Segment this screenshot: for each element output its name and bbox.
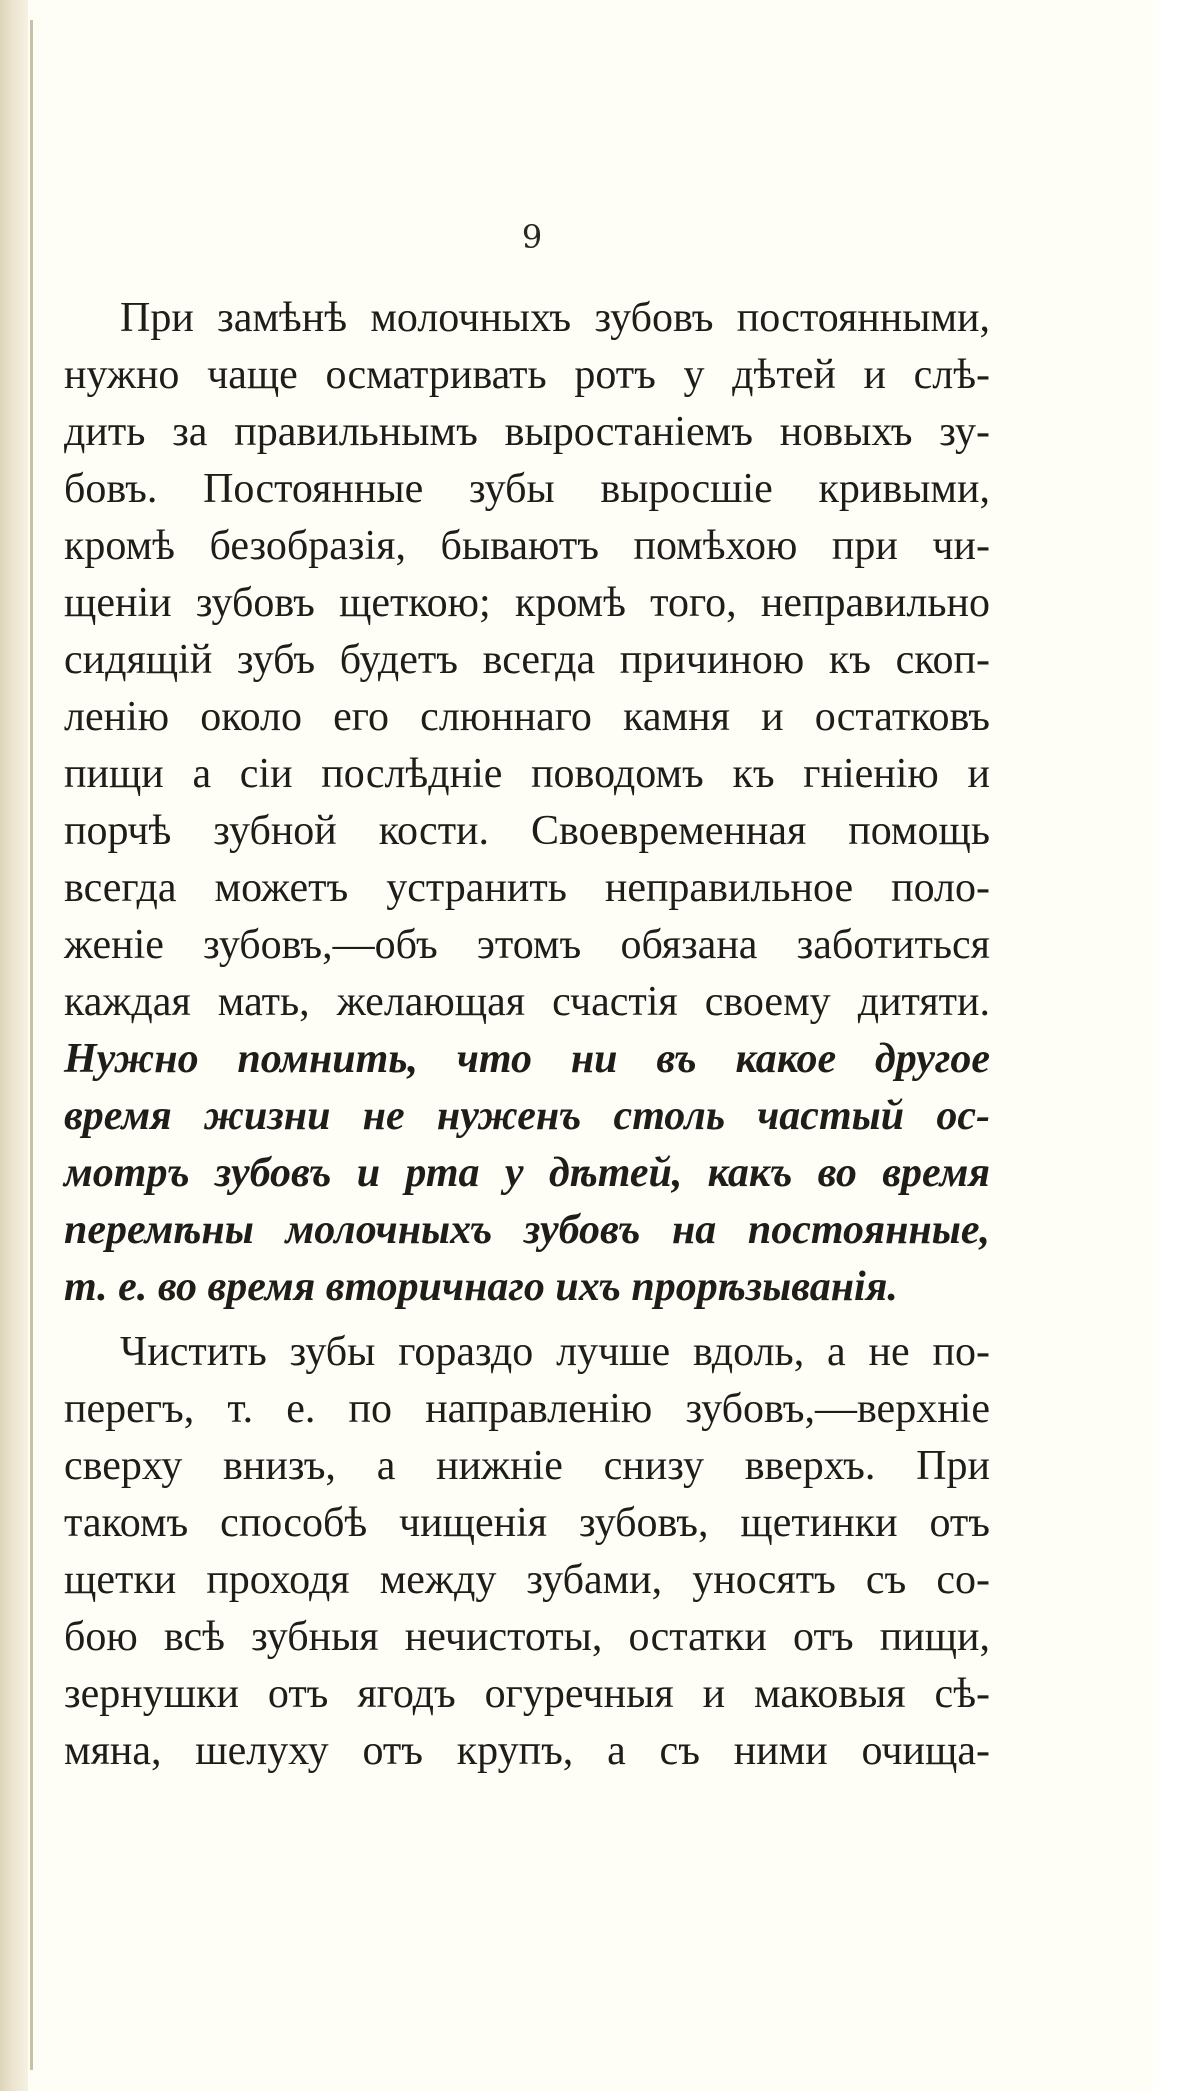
text-line: всегда можетъ устранить неправильное поло- bbox=[64, 865, 990, 911]
text-line: При замѣнѣ молочныхъ зубовъ постоянными, bbox=[120, 295, 990, 341]
text-line: сверху внизъ, а нижніе снизу вверхъ. При bbox=[64, 1443, 990, 1489]
text-line: щеніи зубовъ щеткою; кромѣ того, неправильно bbox=[64, 580, 990, 626]
text-line: зернушки отъ ягодъ огуречныя и маковыя сѣ- bbox=[64, 1671, 990, 1717]
text-line: ленію около его слюннаго камня и остатковъ bbox=[64, 694, 990, 740]
text-line: кромѣ безобразія, бываютъ помѣхою при чи- bbox=[64, 523, 990, 569]
text-line: мяна, шелуху отъ крупъ, а съ ними очища- bbox=[64, 1728, 990, 1774]
text-line: нужно чаще осматривать ротъ у дѣтей и слѣ- bbox=[64, 352, 990, 398]
text-line: женіе зубовъ,—объ этомъ обязана заботиться bbox=[64, 922, 990, 968]
text-line: Чистить зубы гораздо лучше вдоль, а не по- bbox=[120, 1329, 990, 1375]
text-line: порчѣ зубной кости. Своевременная помощь bbox=[64, 808, 990, 854]
emphasis-line: перемѣны молочныхъ зубовъ на постоянные, bbox=[64, 1207, 990, 1253]
emphasis-line: время жизни не нуженъ столь частый ос- bbox=[64, 1093, 990, 1139]
emphasis-line: Нужно помнить, что ни въ какое другое bbox=[64, 1036, 990, 1082]
text-line: дить за правильнымъ выростаніемъ новыхъ зу- bbox=[64, 409, 990, 455]
text-line: такомъ способѣ чищенія зубовъ, щетинки отъ bbox=[64, 1500, 990, 1546]
page-binding-line bbox=[30, 20, 33, 2070]
text-line: перегъ, т. е. по направленію зубовъ,—верхніе bbox=[64, 1386, 990, 1432]
body-text bbox=[64, 290, 990, 1780]
text-line: щетки проходя между зубами, уносятъ съ со- bbox=[64, 1557, 990, 1603]
emphasis-line: т. е. во время вторичнаго ихъ прорѣзыванія. bbox=[64, 1264, 898, 1310]
page-gutter-shadow bbox=[0, 0, 28, 2091]
paragraph-gap bbox=[64, 1316, 990, 1324]
text-line: бовъ. Постоянные зубы выросшіе кривыми, bbox=[64, 466, 990, 512]
paragraph-1 bbox=[64, 290, 990, 1316]
paragraph-2 bbox=[64, 1324, 990, 1780]
text-line: пищи а сіи послѣдніе поводомъ къ гніенію и bbox=[64, 751, 990, 797]
text-line: каждая мать, желающая счастія своему дитяти. bbox=[64, 979, 990, 1025]
page-right-margin bbox=[1146, 0, 1186, 2091]
emphasis-line: мотръ зубовъ и рта у дѣтей, какъ во время bbox=[64, 1150, 990, 1196]
text-line: сидящій зубъ будетъ всегда причиною къ скоп- bbox=[64, 637, 990, 683]
text-line: бою всѣ зубныя нечистоты, остатки отъ пищи, bbox=[64, 1614, 990, 1660]
page-number: 9 bbox=[521, 218, 543, 256]
